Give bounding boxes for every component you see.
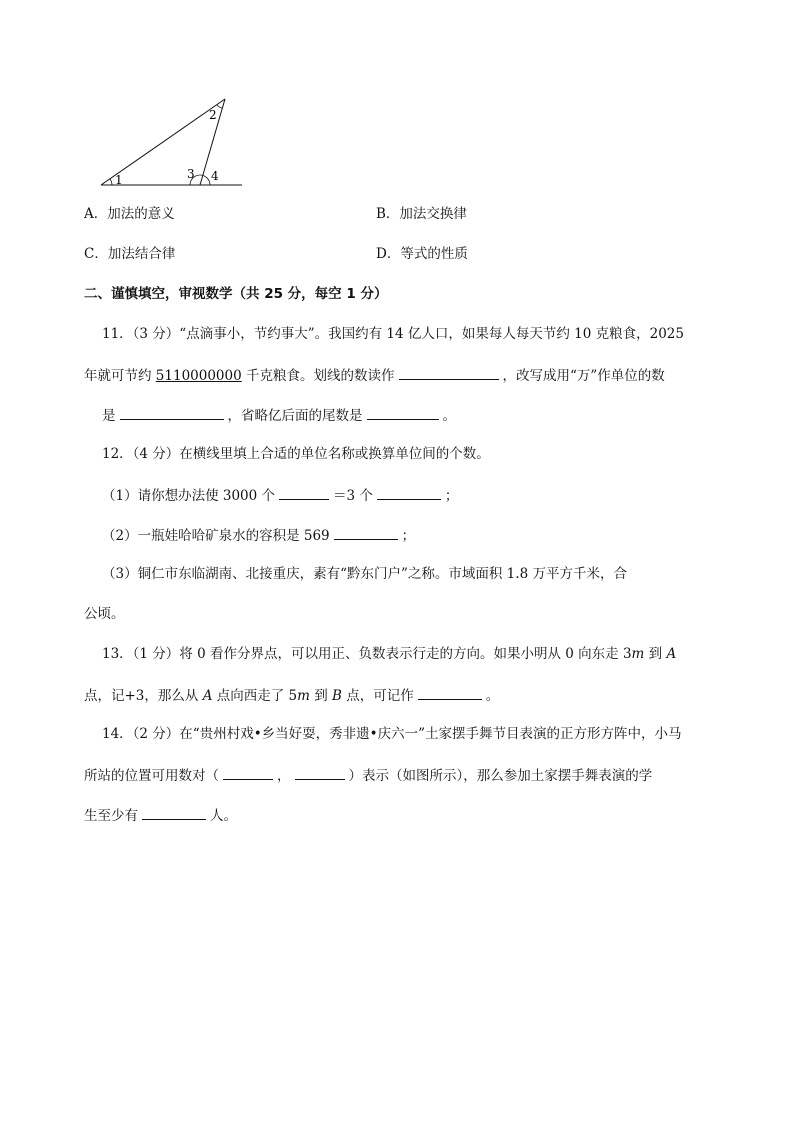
q11-number: 5110000000 (155, 368, 242, 384)
q11-text-b: 千克粮食。划线的数读作 (241, 368, 395, 384)
section-heading: 二、谨慎填空，审视数学（共 25 分，每空 1 分） (84, 286, 388, 302)
q14-text-c: ）表示（如图所示），那么参加土家摆手舞表演的学 (348, 768, 653, 784)
q14-text-a: 所站的位置可用数对（ (84, 768, 219, 784)
q11-blank-3[interactable] (367, 404, 439, 420)
q12-part-3-cont: 公顷。 (84, 606, 125, 622)
q12-blank-1[interactable] (279, 484, 329, 500)
q11-blank-2[interactable] (120, 404, 224, 420)
q12-part-1 (102, 484, 458, 506)
q14-blank-3[interactable] (142, 804, 206, 820)
q12-p2-text-a: （2）一瓶娃哈哈矿泉水的容积是 569 (102, 528, 330, 544)
q14-blank-1[interactable] (223, 764, 273, 780)
q12-p2-text-b: ； (401, 528, 416, 544)
angle-label-4: 4 (211, 169, 219, 183)
q12-p1-text-c: ； (444, 488, 459, 504)
q11-blank-1[interactable] (399, 364, 499, 380)
q13-line-2 (84, 684, 499, 706)
q13-unit-m1: m (631, 646, 645, 662)
q13-text-e: 到 (309, 688, 333, 704)
q14-line-3 (84, 804, 237, 826)
q13-point-b: B (332, 688, 342, 704)
q13-point-a1: A (666, 646, 677, 662)
q14-text-d: 生至少有 (84, 808, 138, 824)
q11-line-1: 11．（3 分）“点滴事小，节约事大”。我国约有 14 亿人口，如果每人每天节约 10 克粮食，2025 (102, 326, 684, 342)
q12-blank-2[interactable] (377, 484, 441, 500)
q12-part-2 (102, 524, 415, 546)
q11-text-c: ，改写成用“万”作单位的数 (502, 368, 665, 384)
angle-label-2: 2 (209, 108, 217, 122)
q13-blank-1[interactable] (418, 684, 482, 700)
q11-text-a: 年就可节约 (84, 368, 156, 384)
option-a: A．加法的意义 (84, 206, 175, 222)
q12-line-1: 12．（4 分）在横线里填上合适的单位名称或换算单位间的个数。 (102, 446, 490, 462)
angle-label-3: 3 (187, 167, 195, 181)
q11-text-d: 是 (102, 408, 116, 424)
q13-unit-m2: m (297, 688, 310, 704)
q13-text-d: 点向西走了 5 (212, 688, 298, 704)
angle-1-arc (110, 179, 112, 185)
q13-point-a2: A (202, 688, 213, 704)
angle-2-arc (217, 105, 222, 108)
q13-line-1 (102, 644, 676, 664)
q14-text-e: 人。 (210, 808, 237, 824)
q14-line-2 (84, 764, 652, 786)
option-c: C．加法结合律 (84, 246, 176, 262)
q13-text-a: 13．（1 分）将 0 看作分界点，可以用正、负数表示行走的方向。如果小明从 0 向东走 3 (102, 646, 632, 662)
angle-label-1: 1 (115, 173, 123, 187)
q13-text-b: 到 (644, 646, 667, 662)
q12-p1-text-a: （1）请你想办法使 3000 个 (102, 488, 276, 504)
q13-text-c: 点，记+3，那么从 (84, 688, 203, 704)
q12-p1-text-b: ＝3 个 (333, 488, 373, 504)
q11-line-2 (84, 364, 665, 386)
q13-text-g: 。 (485, 688, 500, 704)
q13-text-f: 点，可记作 (341, 688, 414, 704)
triangle-diagram (96, 94, 246, 190)
q12-part-3: （3）铜仁市东临湖南、北接重庆，素有“黔东门户”之称。市域面积 1.8 万平方千米，合 (102, 566, 627, 582)
q14-line-1: 14．（2 分）在“贵州村戏•乡当好耍，秀非遗•庆六一”土家摆手舞节目表演的正方形方阵中，小马 (102, 726, 682, 742)
q11-text-f: 。 (442, 408, 456, 424)
q14-text-b: ， (277, 768, 291, 784)
q11-line-3 (102, 404, 456, 426)
option-b: B．加法交换律 (376, 206, 467, 222)
q12-blank-3[interactable] (334, 524, 398, 540)
q11-text-e: ，省略亿后面的尾数是 (227, 408, 363, 424)
q14-blank-2[interactable] (295, 764, 345, 780)
triangle-figure (96, 94, 246, 190)
option-d: D．等式的性质 (376, 246, 468, 262)
